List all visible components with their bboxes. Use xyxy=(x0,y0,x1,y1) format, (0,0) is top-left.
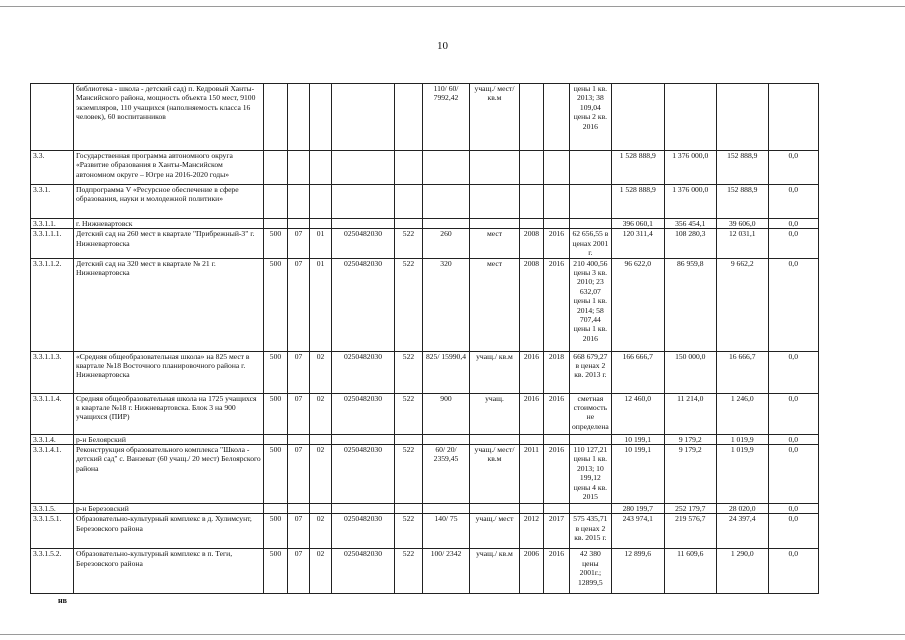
cell-section-code: 07 xyxy=(288,229,310,258)
cell-target-item-code: 0250482030 xyxy=(332,445,395,504)
cell-other-sources: 0,0 xyxy=(768,504,818,514)
cell-object-name: Детский сад на 320 мест в квартале № 21 г. Нижневартовска xyxy=(74,258,264,351)
cell-object-name: р-н Березовский xyxy=(74,504,264,514)
cell-start-year xyxy=(520,504,544,514)
cell-end-year xyxy=(544,504,570,514)
cell-target-item-code: 0250482030 xyxy=(332,549,395,594)
table-row xyxy=(31,185,819,219)
cell-budget-admin-code xyxy=(264,151,288,185)
cell-section-code: 07 xyxy=(288,393,310,434)
cell-capacity-unit: учащ./ кв.м xyxy=(470,351,520,393)
cell-expense-type-code: 522 xyxy=(395,514,423,549)
cell-budget-admin-code xyxy=(264,434,288,444)
cell-other-sources: 0,0 xyxy=(768,351,818,393)
cell-object-name: Средняя общеобразовательная школа на 1725 учащихся в квартале №18 г. Нижневартовска. Блок 3 на 900 учащихся (ПИР) xyxy=(74,393,264,434)
cell-capacity-unit xyxy=(470,504,520,514)
cell-target-item-code xyxy=(332,84,395,151)
cell-capacity xyxy=(423,219,470,229)
cell-budget-admin-code: 500 xyxy=(264,258,288,351)
cell-start-year: 2012 xyxy=(520,514,544,549)
cell-capacity: 140/ 75 xyxy=(423,514,470,549)
cell-target-item-code: 0250482030 xyxy=(332,258,395,351)
cell-section-code: 07 xyxy=(288,549,310,594)
cell-estimated-cost: 210 400,56 цены 3 кв. 2010; 23 632,07 цены 1 кв. 2014; 58 707,44 цены 1 кв. 2016 xyxy=(570,258,612,351)
cell-end-year: 2017 xyxy=(544,514,570,549)
cell-subsection-code: 02 xyxy=(310,445,332,504)
cell-subsection-code xyxy=(310,504,332,514)
cell-estimated-cost xyxy=(570,151,612,185)
cell-section-code xyxy=(288,434,310,444)
cell-expense-type-code xyxy=(395,504,423,514)
cell-end-year xyxy=(544,434,570,444)
table-row xyxy=(31,549,819,594)
cell-regional-budget xyxy=(664,84,716,151)
cell-estimated-cost: цены 1 кв. 2013; 38 109,04 цены 2 кв. 2016 xyxy=(570,84,612,151)
cell-budget-admin-code: 500 xyxy=(264,229,288,258)
cell-budget-admin-code: 500 xyxy=(264,549,288,594)
cell-total-amount: 280 199,7 xyxy=(611,504,664,514)
cell-section-code xyxy=(288,84,310,151)
page-number: 10 xyxy=(437,40,448,52)
cell-target-item-code xyxy=(332,185,395,219)
cell-capacity xyxy=(423,185,470,219)
cell-estimated-cost xyxy=(570,219,612,229)
cell-start-year: 2016 xyxy=(520,393,544,434)
cell-budget-admin-code xyxy=(264,185,288,219)
cell-local-budget: 1 290,0 xyxy=(716,549,768,594)
cell-estimated-cost: 668 679,27 в ценах 2 кв. 2013 г. xyxy=(570,351,612,393)
cell-row-number xyxy=(31,84,74,151)
cell-object-name: р-н Белоярский xyxy=(74,434,264,444)
cell-capacity-unit xyxy=(470,219,520,229)
cell-total-amount: 10 199,1 xyxy=(611,434,664,444)
cell-estimated-cost xyxy=(570,185,612,219)
cell-object-name: Подпрограмма V «Ресурсное обеспечение в сфере образования, науки и молодежной политики» xyxy=(74,185,264,219)
cell-row-number: 3.3.1.1.1. xyxy=(31,229,74,258)
cell-total-amount: 12 899,6 xyxy=(611,549,664,594)
cell-total-amount xyxy=(611,84,664,151)
cell-start-year: 2008 xyxy=(520,258,544,351)
cell-local-budget: 1 246,0 xyxy=(716,393,768,434)
cell-target-item-code xyxy=(332,151,395,185)
cell-expense-type-code xyxy=(395,219,423,229)
cell-section-code xyxy=(288,151,310,185)
cell-regional-budget: 356 454,1 xyxy=(664,219,716,229)
cell-object-name: Детский сад на 260 мест в квартале "Прибрежный-3" г. Нижневартовска xyxy=(74,229,264,258)
scan-bottom-edge xyxy=(0,634,905,635)
cell-other-sources: 0,0 xyxy=(768,434,818,444)
cell-budget-admin-code: 500 xyxy=(264,445,288,504)
cell-object-name: Государственная программа автономного округа «Развитие образования в Ханты-Мансийском автономном округе – Югре на 2016-2020 годы» xyxy=(74,151,264,185)
cell-local-budget: 39 606,0 xyxy=(716,219,768,229)
cell-other-sources: 0,0 xyxy=(768,151,818,185)
cell-capacity-unit: учащ./ мест xyxy=(470,514,520,549)
cell-capacity-unit xyxy=(470,185,520,219)
cell-row-number: 3.3.1.1. xyxy=(31,219,74,229)
cell-subsection-code: 02 xyxy=(310,351,332,393)
cell-total-amount: 396 060,1 xyxy=(611,219,664,229)
cell-estimated-cost: 110 127,21 цены 1 кв. 2013; 10 199,12 цены 4 кв. 2015 xyxy=(570,445,612,504)
cell-start-year xyxy=(520,434,544,444)
cell-subsection-code xyxy=(310,185,332,219)
cell-expense-type-code xyxy=(395,185,423,219)
cell-regional-budget: 1 376 000,0 xyxy=(664,185,716,219)
cell-subsection-code xyxy=(310,219,332,229)
cell-section-code: 07 xyxy=(288,445,310,504)
cell-subsection-code: 02 xyxy=(310,549,332,594)
cell-regional-budget: 219 576,7 xyxy=(664,514,716,549)
cell-budget-admin-code: 500 xyxy=(264,514,288,549)
footnote-mark: нв xyxy=(58,596,67,605)
cell-target-item-code xyxy=(332,434,395,444)
cell-other-sources: 0,0 xyxy=(768,393,818,434)
cell-end-year xyxy=(544,219,570,229)
cell-target-item-code: 0250482030 xyxy=(332,514,395,549)
cell-expense-type-code: 522 xyxy=(395,445,423,504)
cell-start-year: 2011 xyxy=(520,445,544,504)
cell-end-year: 2016 xyxy=(544,258,570,351)
cell-capacity: 100/ 2342 xyxy=(423,549,470,594)
cell-estimated-cost xyxy=(570,504,612,514)
cell-estimated-cost: 42 380 цены 2001г.; 12899,5 xyxy=(570,549,612,594)
cell-regional-budget: 1 376 000,0 xyxy=(664,151,716,185)
cell-end-year: 2016 xyxy=(544,549,570,594)
cell-other-sources xyxy=(768,84,818,151)
cell-expense-type-code xyxy=(395,84,423,151)
cell-local-budget: 1 019,9 xyxy=(716,434,768,444)
cell-capacity-unit: мест xyxy=(470,258,520,351)
cell-target-item-code xyxy=(332,504,395,514)
cell-total-amount: 1 528 888,9 xyxy=(611,151,664,185)
cell-other-sources: 0,0 xyxy=(768,514,818,549)
cell-capacity-unit xyxy=(470,151,520,185)
cell-capacity: 260 xyxy=(423,229,470,258)
cell-local-budget: 9 662,2 xyxy=(716,258,768,351)
cell-start-year: 2006 xyxy=(520,549,544,594)
cell-capacity-unit: учащ./ мест/ кв.м xyxy=(470,445,520,504)
cell-end-year: 2016 xyxy=(544,229,570,258)
table-row xyxy=(31,393,819,434)
cell-total-amount: 120 311,4 xyxy=(611,229,664,258)
table-row xyxy=(31,504,819,514)
cell-expense-type-code xyxy=(395,434,423,444)
cell-budget-admin-code xyxy=(264,219,288,229)
cell-estimated-cost: сметная стоимость не определена xyxy=(570,393,612,434)
cell-section-code xyxy=(288,219,310,229)
cell-budget-admin-code xyxy=(264,84,288,151)
table-row xyxy=(31,84,819,151)
cell-subsection-code: 01 xyxy=(310,258,332,351)
budget-table xyxy=(30,83,819,594)
cell-regional-budget: 86 959,8 xyxy=(664,258,716,351)
cell-capacity-unit: учащ./ мест/ кв.м xyxy=(470,84,520,151)
cell-estimated-cost: 62 656,55 в ценах 2001 г. xyxy=(570,229,612,258)
cell-row-number: 3.3.1.5. xyxy=(31,504,74,514)
cell-regional-budget: 252 179,7 xyxy=(664,504,716,514)
cell-other-sources: 0,0 xyxy=(768,229,818,258)
cell-capacity: 825/ 15990,4 xyxy=(423,351,470,393)
cell-row-number: 3.3.1.5.1. xyxy=(31,514,74,549)
cell-object-name: Образовательно-культурный комплекс в п. Теги, Березовского района xyxy=(74,549,264,594)
cell-row-number: 3.3.1.1.2. xyxy=(31,258,74,351)
cell-section-code xyxy=(288,504,310,514)
cell-target-item-code xyxy=(332,219,395,229)
cell-capacity: 900 xyxy=(423,393,470,434)
table-row xyxy=(31,258,819,351)
cell-regional-budget: 9 179,2 xyxy=(664,434,716,444)
cell-row-number: 3.3.1.4. xyxy=(31,434,74,444)
cell-section-code xyxy=(288,185,310,219)
cell-budget-admin-code: 500 xyxy=(264,393,288,434)
cell-regional-budget: 9 179,2 xyxy=(664,445,716,504)
cell-expense-type-code xyxy=(395,151,423,185)
cell-start-year xyxy=(520,151,544,185)
cell-object-name: Образовательно-культурный комплекс в д. Хулимсунт, Березовского района xyxy=(74,514,264,549)
cell-end-year: 2016 xyxy=(544,445,570,504)
cell-regional-budget: 108 280,3 xyxy=(664,229,716,258)
cell-start-year xyxy=(520,219,544,229)
cell-expense-type-code: 522 xyxy=(395,549,423,594)
cell-start-year: 2008 xyxy=(520,229,544,258)
cell-expense-type-code: 522 xyxy=(395,258,423,351)
table-row xyxy=(31,434,819,444)
cell-other-sources: 0,0 xyxy=(768,185,818,219)
cell-expense-type-code: 522 xyxy=(395,393,423,434)
cell-row-number: 3.3.1. xyxy=(31,185,74,219)
cell-start-year xyxy=(520,84,544,151)
cell-regional-budget: 11 214,0 xyxy=(664,393,716,434)
cell-section-code: 07 xyxy=(288,258,310,351)
cell-other-sources: 0,0 xyxy=(768,258,818,351)
cell-end-year xyxy=(544,84,570,151)
table-row xyxy=(31,229,819,258)
cell-budget-admin-code: 500 xyxy=(264,351,288,393)
cell-subsection-code: 01 xyxy=(310,229,332,258)
cell-local-budget: 152 888,9 xyxy=(716,151,768,185)
cell-object-name: «Средняя общеобразовательная школа» на 825 мест в квартале №18 Восточного планировочного района г. Нижневартовска xyxy=(74,351,264,393)
cell-target-item-code: 0250482030 xyxy=(332,351,395,393)
cell-total-amount: 96 622,0 xyxy=(611,258,664,351)
cell-local-budget: 16 666,7 xyxy=(716,351,768,393)
cell-other-sources: 0,0 xyxy=(768,549,818,594)
cell-end-year: 2016 xyxy=(544,393,570,434)
cell-row-number: 3.3.1.1.3. xyxy=(31,351,74,393)
cell-end-year xyxy=(544,185,570,219)
cell-estimated-cost: 575 435,71 в ценах 2 кв. 2015 г. xyxy=(570,514,612,549)
table-row xyxy=(31,151,819,185)
cell-subsection-code xyxy=(310,434,332,444)
cell-section-code: 07 xyxy=(288,514,310,549)
cell-total-amount: 12 460,0 xyxy=(611,393,664,434)
cell-capacity-unit xyxy=(470,434,520,444)
cell-capacity: 320 xyxy=(423,258,470,351)
scan-top-edge xyxy=(0,6,905,7)
cell-local-budget: 24 397,4 xyxy=(716,514,768,549)
cell-other-sources: 0,0 xyxy=(768,219,818,229)
cell-total-amount: 1 528 888,9 xyxy=(611,185,664,219)
cell-target-item-code: 0250482030 xyxy=(332,229,395,258)
cell-other-sources: 0,0 xyxy=(768,445,818,504)
cell-capacity-unit: учащ./ кв.м xyxy=(470,549,520,594)
cell-object-name: Реконструкция образовательного комплекса "Школа - детский сад" с. Ванзеват (60 учащ./ 20 мест) Белоярского района xyxy=(74,445,264,504)
cell-capacity: 110/ 60/ 7992,42 xyxy=(423,84,470,151)
table-row xyxy=(31,445,819,504)
table-row xyxy=(31,219,819,229)
cell-subsection-code: 02 xyxy=(310,393,332,434)
cell-local-budget xyxy=(716,84,768,151)
cell-capacity-unit: мест xyxy=(470,229,520,258)
cell-total-amount: 10 199,1 xyxy=(611,445,664,504)
cell-local-budget: 12 031,1 xyxy=(716,229,768,258)
cell-budget-admin-code xyxy=(264,504,288,514)
table-row xyxy=(31,351,819,393)
cell-expense-type-code: 522 xyxy=(395,351,423,393)
cell-regional-budget: 11 609,6 xyxy=(664,549,716,594)
cell-total-amount: 166 666,7 xyxy=(611,351,664,393)
cell-row-number: 3.3.1.5.2. xyxy=(31,549,74,594)
cell-start-year: 2016 xyxy=(520,351,544,393)
cell-target-item-code: 0250482030 xyxy=(332,393,395,434)
cell-object-name: г. Нижневартовск xyxy=(74,219,264,229)
cell-total-amount: 243 974,1 xyxy=(611,514,664,549)
cell-subsection-code: 02 xyxy=(310,514,332,549)
cell-subsection-code xyxy=(310,84,332,151)
cell-end-year: 2018 xyxy=(544,351,570,393)
cell-row-number: 3.3.1.4.1. xyxy=(31,445,74,504)
cell-estimated-cost xyxy=(570,434,612,444)
cell-local-budget: 152 888,9 xyxy=(716,185,768,219)
cell-capacity xyxy=(423,434,470,444)
cell-capacity xyxy=(423,151,470,185)
cell-regional-budget: 150 000,0 xyxy=(664,351,716,393)
cell-section-code: 07 xyxy=(288,351,310,393)
cell-end-year xyxy=(544,151,570,185)
cell-row-number: 3.3.1.1.4. xyxy=(31,393,74,434)
cell-capacity: 60/ 20/ 2359,45 xyxy=(423,445,470,504)
cell-local-budget: 1 019,9 xyxy=(716,445,768,504)
cell-subsection-code xyxy=(310,151,332,185)
cell-row-number: 3.3. xyxy=(31,151,74,185)
cell-expense-type-code: 522 xyxy=(395,229,423,258)
table-row xyxy=(31,514,819,549)
cell-capacity xyxy=(423,504,470,514)
cell-object-name: библиотека - школа - детский сад) п. Кедровый Ханты-Мансийского района, мощность объекта 150 мест, 9100 экземпляров, 110 учащихся (наполняемость класса 16 человек), 60 воспитанников xyxy=(74,84,264,151)
cell-local-budget: 28 020,0 xyxy=(716,504,768,514)
cell-start-year xyxy=(520,185,544,219)
cell-capacity-unit: учащ. xyxy=(470,393,520,434)
